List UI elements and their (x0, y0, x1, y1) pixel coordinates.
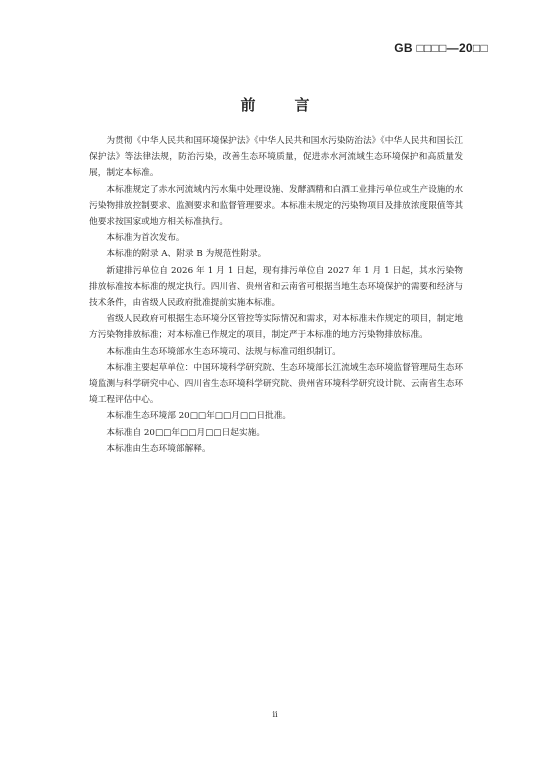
paragraph-first-release: 本标准为首次发布。 (106, 233, 185, 244)
document-body (89, 133, 463, 457)
paragraph-drafting-units: 本标准主要起草单位：中国环境科学研究院、生态环境部长江流域生态环境监督管理局生态环境监测与科学研究中心、四川省生态环境科学研究院、贵州省环境科学研究设计院、云南省生态环境工程评估中心。 (89, 362, 463, 406)
paragraph-appendix: 本标准的附录 A、附录 B 为规范性附录。 (106, 249, 267, 260)
paragraph-approval: 本标准生态环境部 20□□年□□月□□日批准。 (106, 411, 292, 422)
paragraph-scope: 本标准规定了赤水河流域内污水集中处理设施、发酵酒精和白酒工业排污单位或生产设施的水污染物排放控制要求、监测要求和监督管理要求。本标准未规定的污染物项目及排放浓度限值等其他要求按国家或地方相关标准执行。 (89, 184, 463, 228)
paragraph-purpose: 为贯彻《中华人民共和国环境保护法》《中华人民共和国水污染防治法》《中华人民共和国长江保护法》等法律法规，防治污染，改善生态环境质量，促进赤水河流域生态环境保护和高质量发展，制定本标准。 (89, 136, 463, 179)
paragraph-interpretation: 本标准由生态环境部解释。 (106, 443, 211, 454)
page-number: ii (272, 710, 278, 719)
standard-code: GB □□□□—20□□ (394, 41, 488, 55)
paragraph-organizer: 本标准由生态环境部水生态环境司、法规与标准司组织制订。 (106, 346, 341, 357)
page-title: 前 言 (240, 96, 322, 114)
paragraph-implementation: 本标准自 20□□年□□月□□日起实施。 (106, 427, 266, 438)
paragraph-effective-dates: 新建排污单位自 2026 年 1 月 1 日起，现有排污单位自 2027 年 1 月 1 日起，其水污染物排放标准按本标准的规定执行。四川省、贵州省和云南省可根据当地生态环境保护的需要和经济与技术条件，由省级人民政府批准提前实施本标准。 (89, 265, 463, 309)
paragraph-local-standards: 省级人民政府可根据生态环境分区管控等实际情况和需求，对本标准未作规定的项目，制定地方污染物排放标准；对本标准已作规定的项目，制定严于本标准的地方污染物排放标准。 (89, 314, 463, 341)
